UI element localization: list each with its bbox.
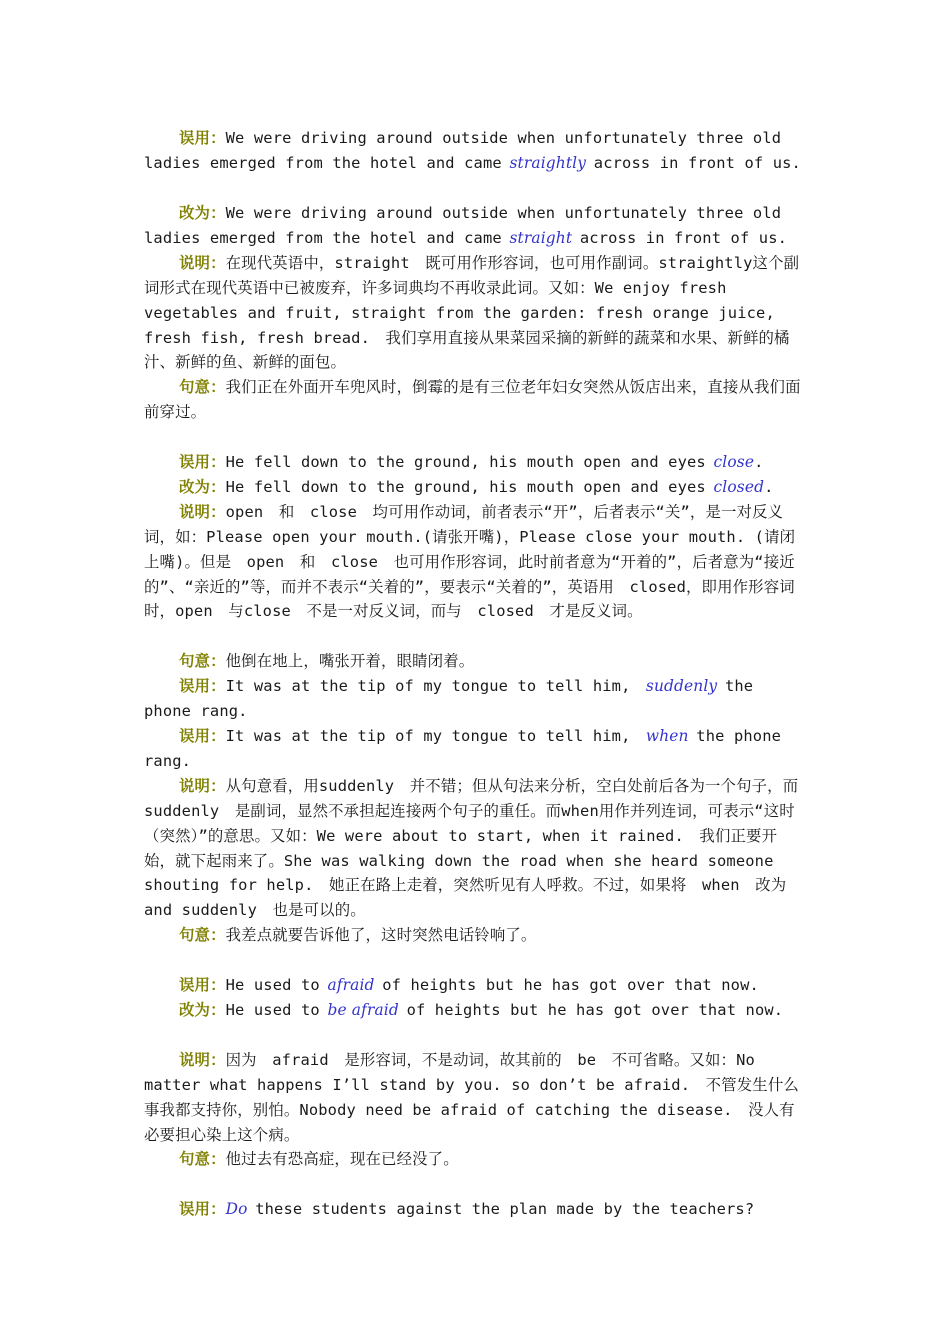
highlight-word: closed [713, 478, 765, 496]
highlight-word: straightly [509, 153, 587, 172]
label-meaning: 句意： [179, 1150, 226, 1168]
label-wrong: 误用： [179, 1200, 226, 1218]
label-wrong: 误用： [179, 727, 226, 745]
label-wrong: 误用： [179, 453, 226, 471]
wrong-usage-1: 误用：We were driving around outside when unfortunately three old ladies emerged from the hotel and came straightly across in front of us. [144, 129, 801, 172]
corrected-usage-5: 改为：He used to be afraid of heights but he has got over that now. [179, 1001, 784, 1019]
label-fix: 改为： [179, 478, 226, 496]
wrong-usage-5: 误用：He used to afraid of heights but he has got over that now. [179, 976, 759, 994]
label-meaning: 句意： [179, 652, 226, 670]
explanation-2: 说明：open 和 close 均可用作动词，前者表示“开”，后者表示“关”，是一对反义词，如：Please open your mouth.(请张开嘴)，Please close your mouth. (请闭上嘴)。但是 open 和 close 也可用作形容词，此时前者意为“开着的”，后者意为“接近的”、“亲近的”等，而并不表示“关着的”，要表示“关着的”，英语用 closed，即用作形容词时，open 与close 不是一对反义词，而与 closed 才是反义词。 [144, 503, 796, 621]
explanation-3: 说明：从句意看，用suddenly 并不错；但从句法来分析，空白处前后各为一个句子，而 suddenly 是副词，显然不承担起连接两个句子的重任。而when用作并列连词，可表示“这时（突然）”的意思。又如：We were about to start, when it rained. 我们正要开始，就下起雨来了。She was walking down the road when she heard someone shouting for help. 她正在路上走着，突然听见有人呼救。不过，如果将 when 改为 and suddenly 也是可以的。 [144, 777, 814, 920]
highlight-word: when [645, 727, 689, 745]
highlight-word: be afraid [327, 1001, 399, 1019]
label-wrong: 误用： [179, 976, 226, 994]
explanation-1: 说明：在现代英语中，straight 既可用作形容词，也可用作副词。straightly这个副词形式在现代英语中已被废弃，许多词典均不再收录此词。又如：We enjoy fresh vegetables and fruit, straight from the garden: fresh orange juice, fresh fish, fresh bread. 我们享用直接从果菜园采摘的新鲜的蔬菜和水果、新鲜的橘汁、新鲜的鱼、新鲜的面包。 [144, 254, 800, 372]
label-meaning: 句意： [179, 926, 226, 944]
explanation-5: 说明：因为 afraid 是形容词，不是动词，故其前的 be 不可省略。又如：No matter what happens I’ll stand by you. so don’t be afraid. 不管发生什么事我都支持你，别怕。Nobody need be afraid of catching the disease. 没人有必要担心染上这个病。 [144, 1051, 799, 1144]
meaning-3: 句意：我差点就要告诉他了，这时突然电话铃响了。 [179, 926, 537, 944]
meaning-1: 句意：我们正在外面开车兜风时，倒霉的是有三位老年妇女突然从饭店出来，直接从我们面前穿过。 [144, 378, 801, 421]
label-note: 说明： [179, 1051, 226, 1069]
wrong-usage-4: 误用：It was at the tip of my tongue to tell him, when the phone rang. [144, 727, 782, 770]
meaning-5: 句意：他过去有恐高症，现在已经没了。 [179, 1150, 459, 1168]
highlight-word: straight [509, 228, 573, 247]
highlight-word: afraid [327, 976, 375, 994]
label-meaning: 句意： [179, 378, 226, 396]
corrected-usage-1: 改为：We were driving around outside when unfortunately three old ladies emerged from the hotel and came straight across in front of us. [144, 204, 788, 247]
meaning-2: 句意：他倒在地上，嘴张开着，眼睛闭着。 [179, 652, 475, 670]
wrong-usage-3: 误用：It was at the tip of my tongue to tell him, suddenly the phone rang. [144, 677, 754, 720]
label-note: 说明： [179, 503, 226, 521]
label-wrong: 误用： [179, 677, 226, 695]
wrong-usage-6: 误用：Do these students against the plan made by the teachers? [179, 1200, 755, 1218]
corrected-usage-2: 改为：He fell down to the ground, his mouth open and eyes closed. [179, 478, 774, 496]
label-wrong: 误用： [179, 129, 226, 147]
label-note: 说明： [179, 777, 226, 795]
label-fix: 改为： [179, 1001, 226, 1019]
highlight-word: Do [225, 1200, 248, 1218]
wrong-usage-2: 误用：He fell down to the ground, his mouth open and eyes close. [179, 453, 764, 471]
label-fix: 改为： [179, 204, 226, 222]
highlight-word: suddenly [645, 677, 718, 695]
label-note: 说明： [179, 254, 226, 272]
highlight-word: close [713, 453, 755, 471]
